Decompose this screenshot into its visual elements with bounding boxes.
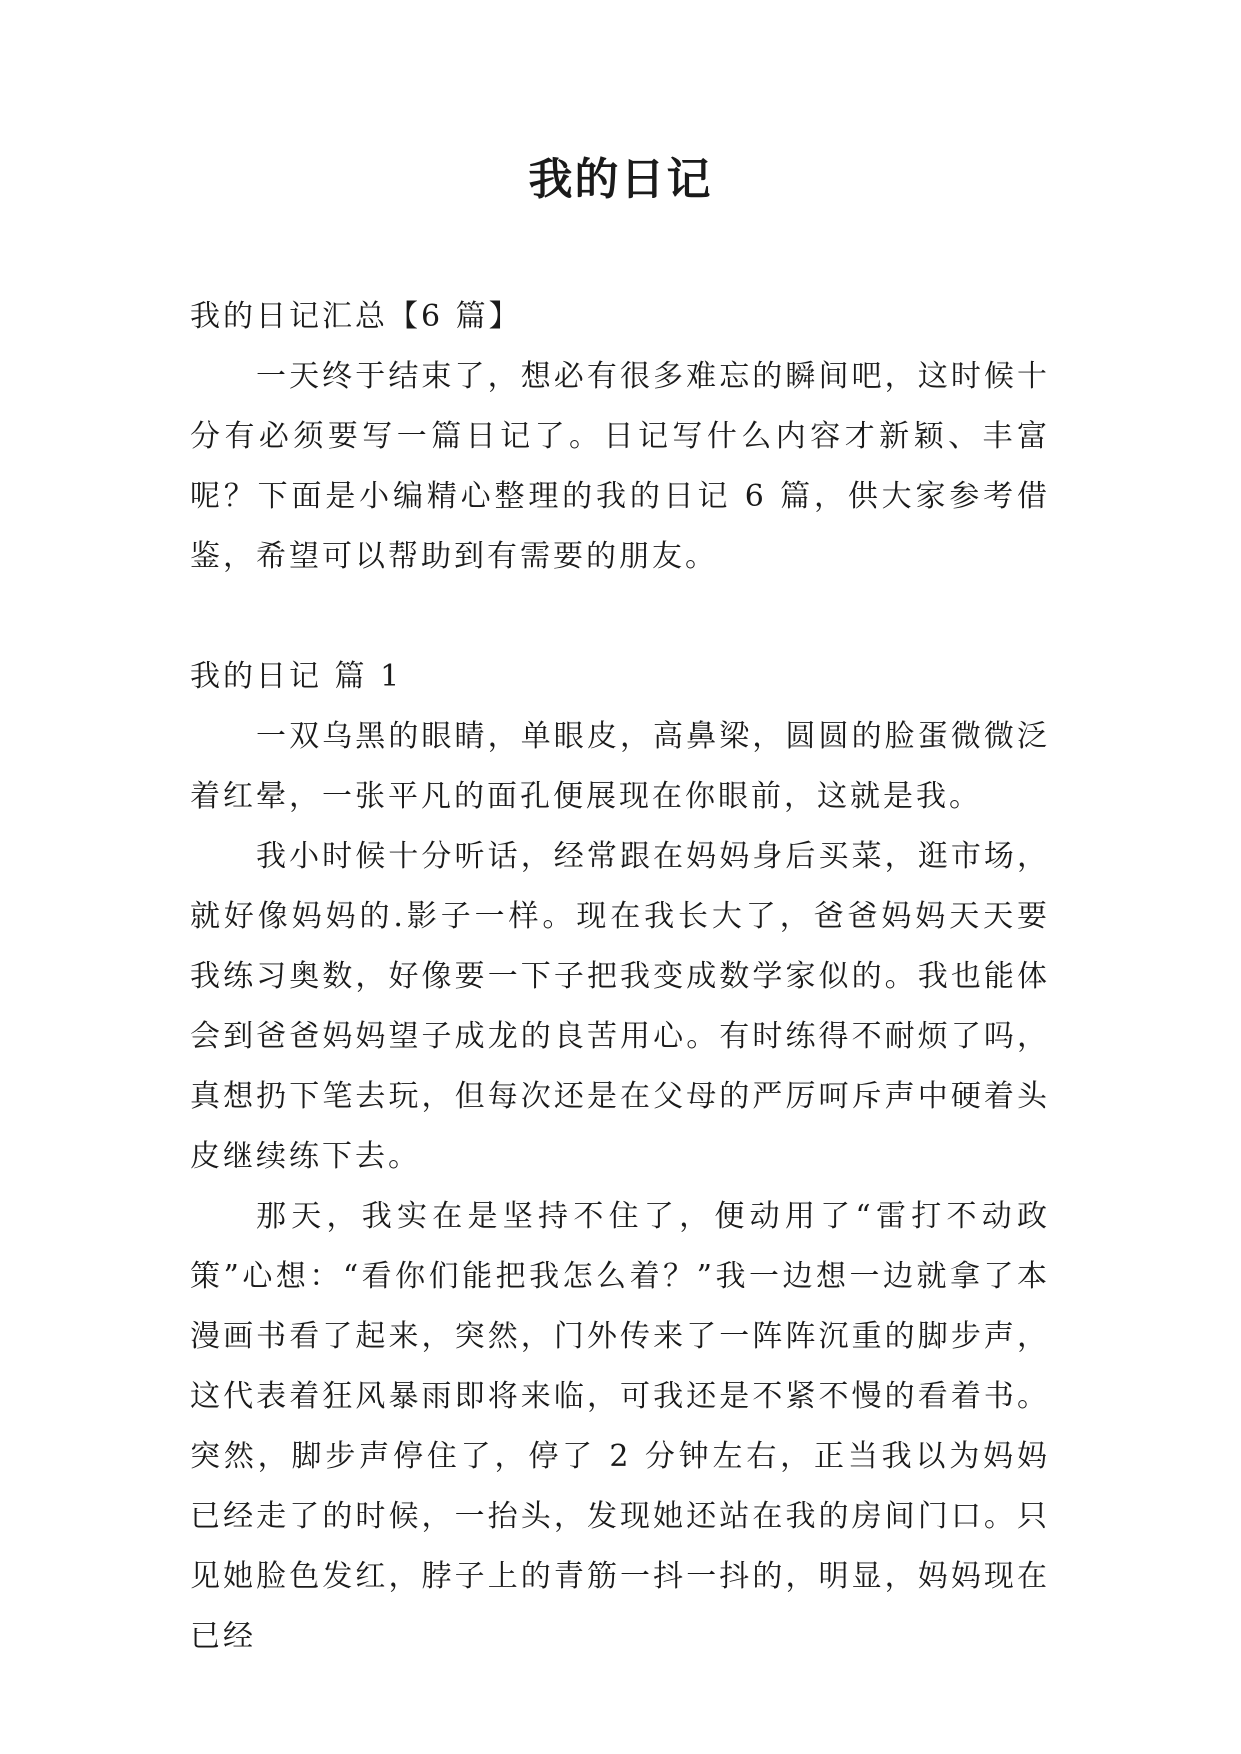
body-paragraph: 一双乌黑的眼睛，单眼皮，高鼻梁，圆圆的脸蛋微微泛着红晕，一张平凡的面孔便展现在你眼前，这就是我。	[190, 719, 1050, 814]
body-paragraph: 我小时候十分听话，经常跟在妈妈身后买菜，逛市场，就好像妈妈的.影子一样。现在我长大了，爸爸妈妈天天要我练习奥数，好像要一下子把我变成数学家似的。我也能体会到爸爸妈妈望子成龙的良苦用心。有时练得不耐烦了吗，真想扔下笔去玩，但每次还是在父母的严厉呵斥声中硬着头皮继续练下去。	[190, 839, 1050, 1174]
document-body	[190, 287, 1050, 1667]
intro-paragraph: 一天终于结束了，想必有很多难忘的瞬间吧，这时候十分有必须要写一篇日记了。日记写什么内容才新颖、丰富呢？下面是小编精心整理的我的日记 6 篇，供大家参考借鉴，希望可以帮助到有需要的朋友。	[190, 359, 1050, 574]
document-subtitle: 我的日记汇总【6 篇】	[190, 299, 522, 334]
document-title: 我的日记	[528, 154, 713, 205]
body-paragraph: 那天，我实在是坚持不住了，便动用了“雷打不动政策”心想：“看你们能把我怎么着？”我一边想一边就拿了本漫画书看了起来，突然，门外传来了一阵阵沉重的脚步声，这代表着狂风暴雨即将来临，可我还是不紧不慢的看着书。突然，脚步声停住了，停了 2 分钟左右，正当我以为妈妈已经走了的时候，一抬头，发现她还站在我的房间门口。只见她脸色发红，脖子上的青筋一抖一抖的，明显，妈妈现在已经	[190, 1199, 1050, 1654]
section-heading: 我的日记 篇 1	[190, 659, 403, 694]
